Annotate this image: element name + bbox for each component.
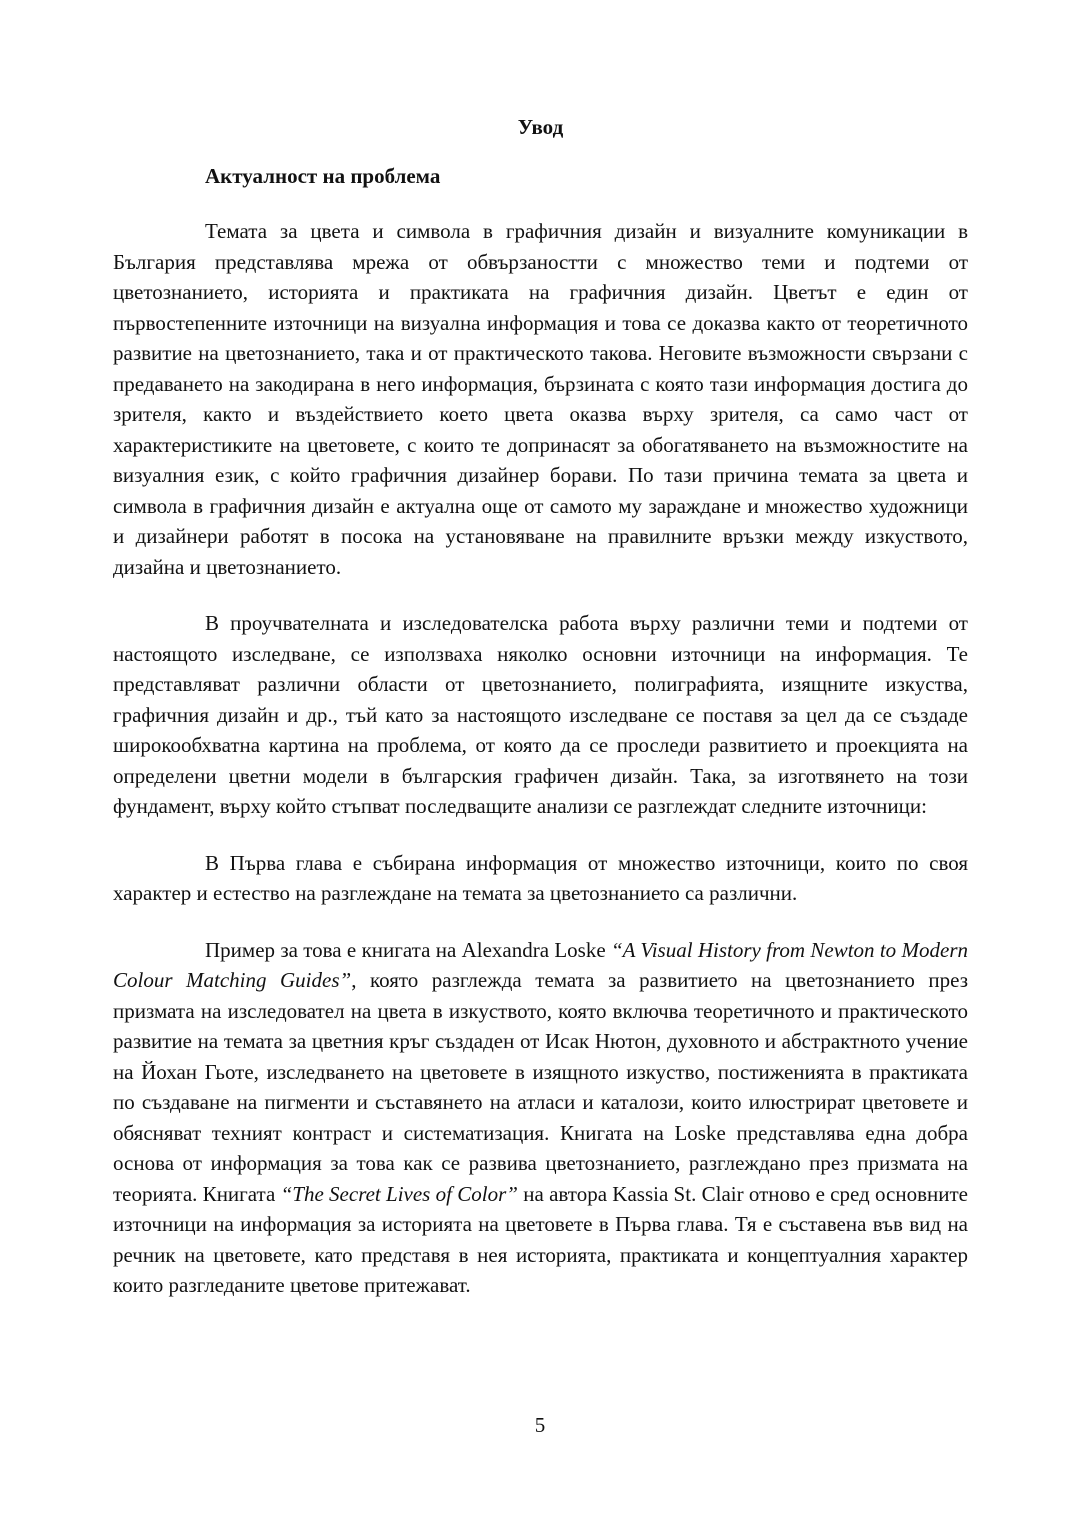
paragraph-1: Темата за цвета и символа в графичния дизайн и визуалните комуникации в България представлява мрежа от обвързаностти с множество теми и подтеми от цветознанието, историята и практиката на графичния дизайн. Цветът е един от първостепенните източници на визуална информация и това се доказва както от теоретичното развитие на цветознанието, така и от практическото такова. Неговите възможности свързани с предаването на закодирана в него информация, бързината с която тази информация достига до зрителя, както и въздействието което цвета оказва върху зрителя, са само част от характеристиките на цветовете, с които те допринасят за обогатяването на възможностите на визуалния език, с който графичния дизайнер борави. По тази причина темата за цвета и символа в графичния дизайн е актуална още от самото му зараждане и множество художници и дизайнери работят в посока на установяване на правилните връзки между изкуството, дизайна и цветознанието. — [113, 219, 968, 579]
page-body — [113, 112, 968, 1327]
page-title: Увод — [517, 115, 564, 139]
paragraph-2: В проучвателната и изследователска работа върху различни теми и подтеми от настоящото изследване, се използваха няколко основни източници на информация. Те представляват различни области от цветознанието, полиграфията, изящните изкуства, графичния дизайн и др., тъй като за настоящото изследване се поставя за цел да се създаде широкообхватна картина на проблема, от която да се проследи развитието и проекцията на определени цветни модели в българския графичен дизайн. Така, за изготвянето на този фундамент, върху който стъпват последващите анализи се разглеждат следните източници: — [113, 611, 968, 818]
paragraph-4-text-1: Пример за това е книгата на Alexandra Loske — [205, 937, 611, 962]
paragraph-3: В Първа глава е събирана информация от множество източници, които по своя характер и естество на разглеждане на темата за цветознанието са различни. — [113, 850, 968, 905]
paragraph-4-text-2: , която разглежда темата за развитието на цветознанието през призмата на изследовател на цвета в изкуството, която включва теоретичното и практическото развитие на темата за цветния кръг създаден от Исак Нютон, духовното и абстрактното учение на Йохан Гьоте, изследването на цветовете в изящното изкуство, постиженията в практиката по създаване на пигменти и съставянето на атласи и каталози, които илюстрират цветовете и обясняват техният контраст и систематизация. Книгата на Loske представлява една добра основа от информация за това как се развива цветознанието, разглеждано през призмата на теорията. Книгата — [113, 968, 968, 1206]
book-title-secret-lives: “The Secret Lives of Color” — [280, 1181, 518, 1206]
paragraph-4 — [113, 935, 968, 1301]
section-subtitle: Актуалност на проблема — [205, 164, 441, 188]
paragraph-4-text-3: на автора Kassia St. Clair отново е сред основните източници на информация за историята на цветовете в Първа глава. Тя е съставена във вид на речник на цветовете, като представя в нея историята, практиката и концептуалния характер които разгледаните цветове притежават. — [113, 1181, 968, 1297]
page-number: 5 — [534, 1413, 546, 1437]
book-title-loske: “A Visual History from Newton to Modern Colour Matching Guides” — [113, 937, 968, 992]
